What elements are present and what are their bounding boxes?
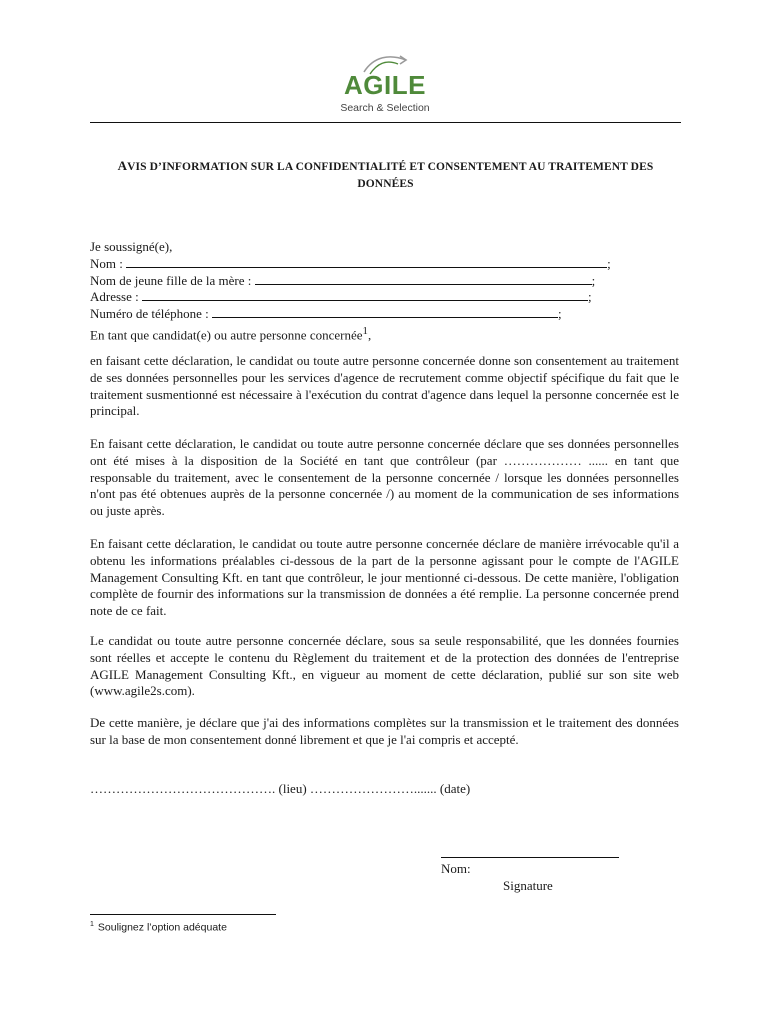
field-adresse-blank[interactable] [142, 289, 588, 301]
field-nom-mere-blank[interactable] [255, 273, 592, 285]
footnote-text: Soulignez l’option adéquate [97, 921, 227, 934]
field-nom-mere: Nom de jeune fille de la mère : ; [90, 272, 596, 288]
field-qualite: En tant que candidat(e) ou autre personne concernée$^1$, [90, 324, 372, 343]
field-qualite-label: En tant que candidat(e) ou autre personne concernée [90, 327, 363, 343]
title-line-2: DONNÉES [357, 178, 414, 190]
footnote-divider [90, 914, 276, 915]
field-nom-label: Nom : [90, 255, 123, 271]
field-nom-mere-label: Nom de jeune fille de la mère : [90, 272, 252, 288]
place-date-line[interactable]: ……………………………………. (lieu) ……………………....... (date) [90, 781, 471, 796]
title-initial: A [117, 158, 128, 173]
document-title [90, 157, 681, 193]
field-adresse-label: Adresse : [90, 289, 139, 305]
paragraph-prior-information: En faisant cette déclaration, le candidat ou toute autre personne concernée déclare de manière irrévocable qu'il a obtenu les informations préalables ci-dessous de la part de la personne agissant pour le compte de l'AGILE Management Consulting Kft. en tant que contrôleur, le jour mentionné ci-dessous. De cette manière, l'obligation complète de fournir des informations sur la transmission de données a été remplie. La personne concernée prend note de ce fait. [90, 536, 679, 619]
logo-wordmark: AGILE [344, 70, 426, 100]
field-nom: Nom : ; [90, 255, 611, 271]
signature-label: Signature [503, 878, 553, 893]
footnote [90, 921, 227, 934]
company-logo [330, 52, 440, 118]
intro-line: Je soussigné(e), [90, 239, 173, 254]
field-telephone-label: Numéro de téléphone : [90, 306, 209, 322]
paragraph-responsibility: Le candidat ou toute autre personne concernée déclare, sous sa seule responsabilité, que les données fournies sont réelles et accepte le contenu du Règlement du traitement et de la protection des données de l'entreprise AGILE Management Consulting Kft., en vigueur au moment de cette déclaration, publié sur son site web (www.agile2s.com). [90, 633, 679, 699]
signature-line[interactable] [441, 857, 619, 858]
field-telephone-blank[interactable] [212, 306, 558, 318]
logo-tagline: Search & Selection [340, 102, 430, 114]
header-divider [90, 122, 681, 123]
field-nom-blank[interactable] [126, 256, 607, 268]
title-line-1: VIS D’INFORMATION SUR LA CONFIDENTIALITÉ ET CONSENTEMENT AU TRAITEMENT DES [127, 161, 654, 173]
field-adresse: Adresse : ; [90, 289, 592, 305]
signature-name-label: Nom: [441, 861, 471, 876]
paragraph-controller: En faisant cette déclaration, le candidat ou toute autre personne concernée déclare que ses données personnelles ont été mises à la disposition de la Société en tant que contrôleur (par ……………… ...... en tant que responsable du traitement, avec le consentement de la personne concernée / lorsque les données personnelles n'ont pas été obtenues auprès de la personne concernée /) au moment de la communication de ses informations ou juste après. [90, 436, 679, 519]
identity-fields [90, 239, 690, 344]
footnote-ref: 1 [362, 324, 368, 337]
paragraph-consent: en faisant cette déclaration, le candidat ou toute autre personne concernée donne son consentement au traitement de ses données personnelles pour les services d'agence de recrutement comme objectif spécifique du fait que le traitement susmentionné est nécessaire à l'exécution du contrat d'agence dans lequel la personne concernée est le principal. [90, 353, 679, 419]
field-telephone: Numéro de téléphone : ; [90, 306, 562, 322]
paragraph-acceptance: De cette manière, je déclare que j'ai des informations complètes sur la transmission et le traitement des données sur la base de mon consentement donné librement et que je l'ai compris et accepté. [90, 715, 679, 747]
footnote-number: 1 [90, 921, 94, 928]
